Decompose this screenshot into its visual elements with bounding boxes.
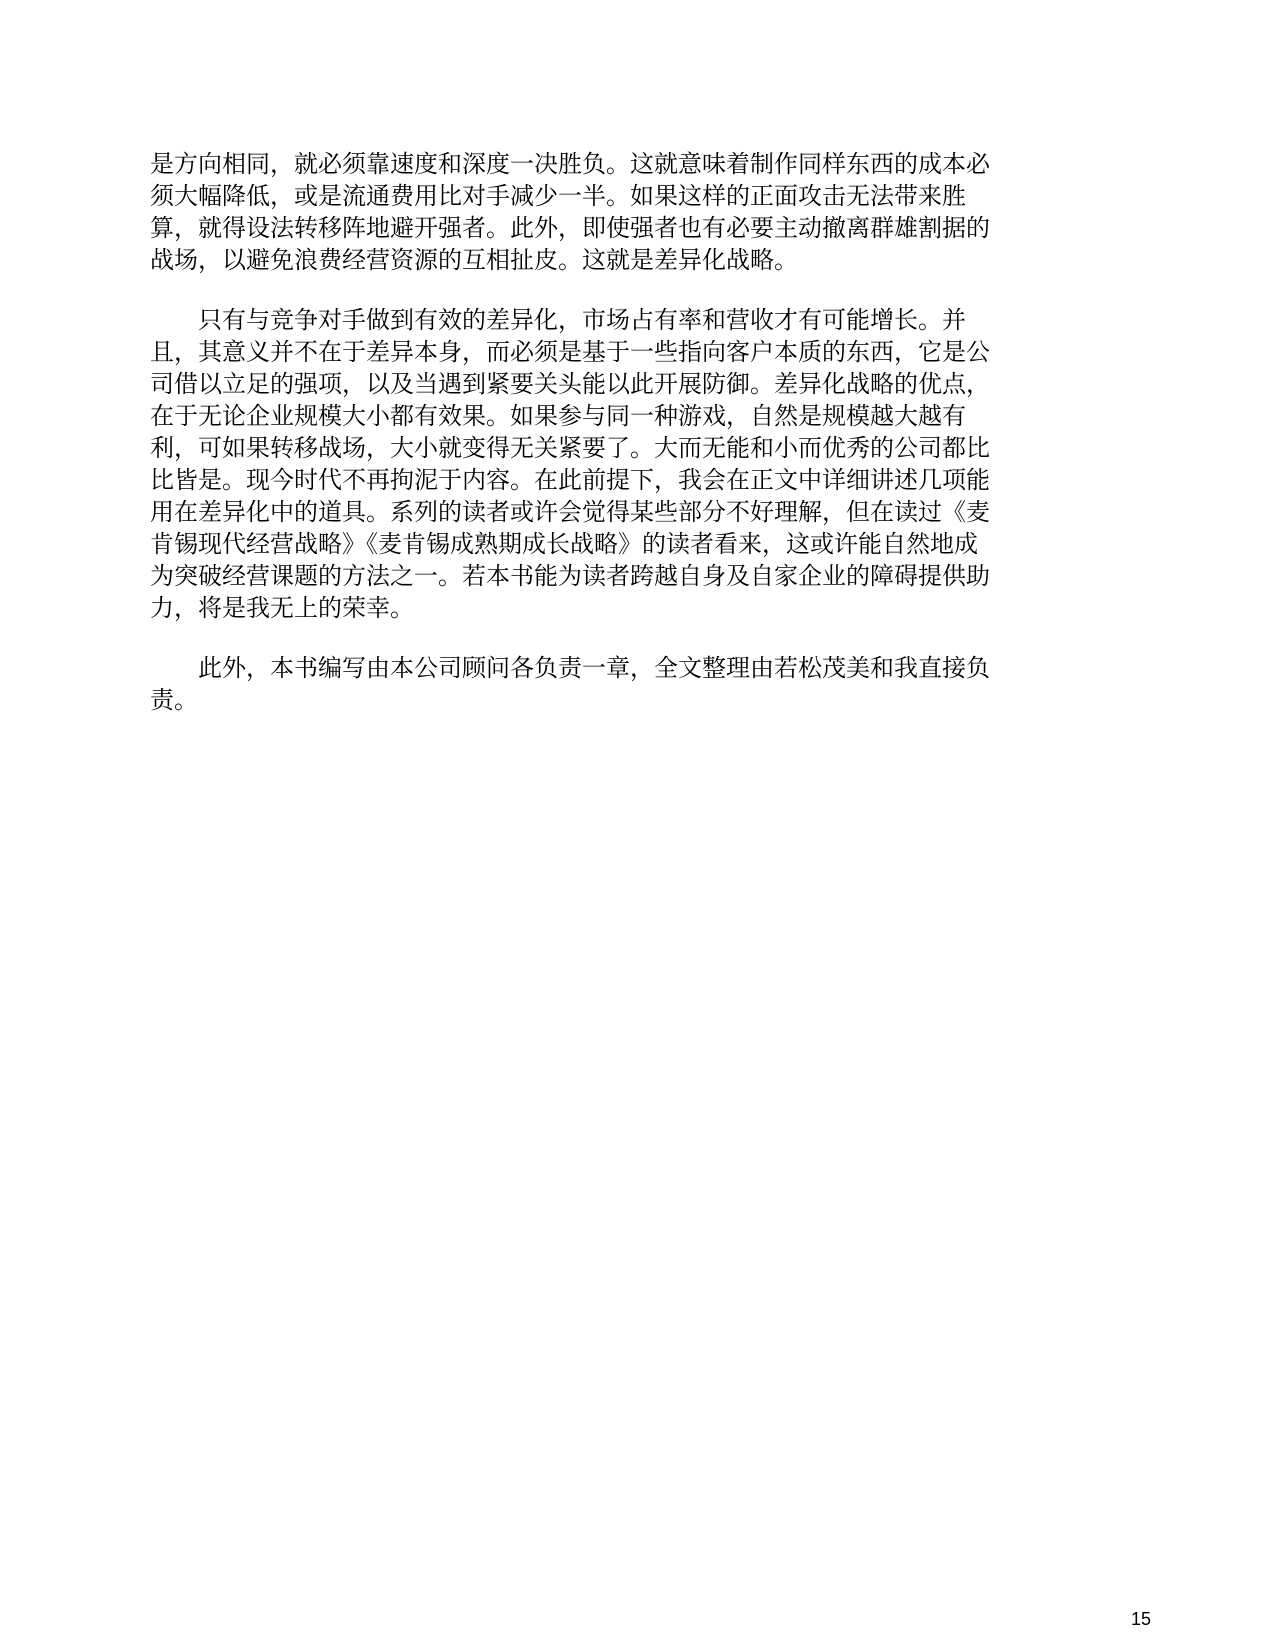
text-line: 须大幅降低，或是流通费用比对手减少一半。如果这样的正面攻击无法带来胜	[150, 182, 966, 210]
text-line: 算，就得设法转移阵地避开强者。此外，即使强者也有必要主动撤离群雄割据的	[150, 214, 990, 242]
body-text	[150, 148, 1115, 744]
text-line: 是方向相同，就必须靠速度和深度一决胜负。这就意味着制作同样东西的成本必	[150, 150, 990, 178]
text-line: 责。	[150, 686, 198, 714]
text-line: 用在差异化中的道具。系列的读者或许会觉得某些部分不好理解，但在读过《麦	[150, 498, 990, 526]
text-line: 力，将是我无上的荣幸。	[150, 594, 414, 622]
text-line: 此外，本书编写由本公司顾问各负责一章，全文整理由若松茂美和我直接负	[150, 654, 990, 682]
text-line: 利，可如果转移战场，大小就变得无关紧要了。大而无能和小而优秀的公司都比	[150, 434, 990, 462]
text-line: 只有与竞争对手做到有效的差异化，市场占有率和营收才有可能增长。并	[150, 306, 966, 334]
paragraph-2	[150, 304, 1115, 624]
text-line: 在于无论企业规模大小都有效果。如果参与同一种游戏，自然是规模越大越有	[150, 402, 966, 430]
page-number: 15	[1130, 1609, 1151, 1629]
text-line: 肯锡现代经营战略》《麦肯锡成熟期成长战略》的读者看来，这或许能自然地成	[150, 530, 978, 558]
paragraph-3	[150, 652, 1115, 716]
text-line: 战场，以避免浪费经营资源的互相扯皮。这就是差异化战略。	[150, 246, 798, 274]
text-line: 司借以立足的强项，以及当遇到紧要关头能以此开展防御。差异化战略的优点，	[150, 370, 990, 398]
text-line: 为突破经营课题的方法之一。若本书能为读者跨越自身及自家企业的障碍提供助	[150, 562, 990, 590]
paragraph-1	[150, 148, 1115, 276]
text-line: 比皆是。现今时代不再拘泥于内容。在此前提下，我会在正文中详细讲述几项能	[150, 466, 990, 494]
text-line: 且，其意义并不在于差异本身，而必须是基于一些指向客户本质的东西，它是公	[150, 338, 990, 366]
